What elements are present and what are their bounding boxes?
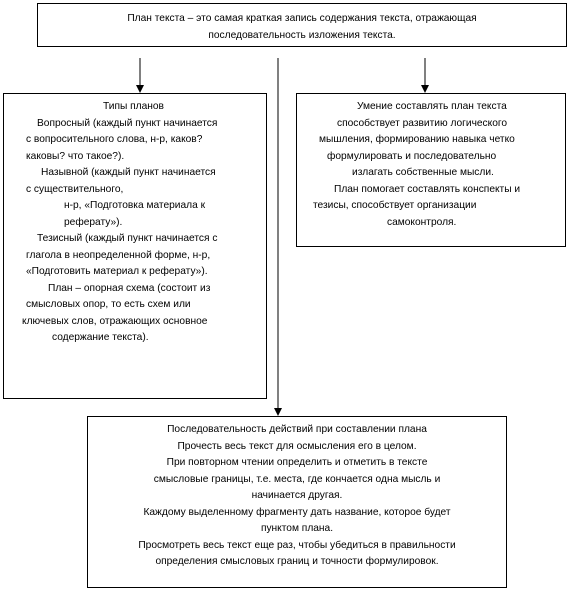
steps-line-3: смысловые границы, т.е. места, где кончается одна мысль и [153, 473, 441, 485]
plan-types-line-10: «Подготовить материал к реферату»). [26, 266, 208, 277]
plan-types-line-14: содержание текста). [52, 332, 149, 343]
plan-types-line-5: с существительного, [26, 183, 124, 195]
steps-line-5: Каждому выделенному фрагменту дать название, которое будет [143, 506, 451, 518]
benefits-line-1: Умение составлять план текста [357, 101, 507, 112]
plan-types-line-12: смысловых опор, то есть схем или [26, 299, 191, 310]
benefits-line-5: излагать собственные мысли. [352, 167, 494, 178]
benefits-line-4: формулировать и последовательно [327, 150, 497, 162]
plan-types-line-9: глагола в неопределенной форме, н-р, [26, 249, 211, 261]
steps-line-2: При повторном чтении определить и отметить в тексте [166, 457, 428, 468]
plan-types-box [3, 93, 267, 399]
plan-types-line-4: Назывной (каждый пункт начинается [41, 167, 216, 178]
plan-types-line-1: Вопросный (каждый пункт начинается [37, 117, 218, 129]
plan-types-line-3: каковы? что такое?). [26, 150, 125, 162]
steps-line-7: Просмотреть весь текст еще раз, чтобы убедиться в правильности [138, 539, 456, 551]
definition-line-2: последовательность изложения текста. [208, 29, 396, 41]
steps-line-1: Прочесть весь текст для осмысления его в целом. [177, 440, 417, 452]
plan-types-line-6: н-р, «Подготовка материала к [64, 200, 206, 211]
steps-line-8: определения смысловых границ и точности формулировок. [155, 556, 439, 567]
steps-line-4: начинается другая. [251, 490, 343, 501]
plan-types-line-2: с вопросительного слова, н-р, каков? [26, 134, 203, 145]
plan-definition-box [37, 3, 567, 47]
definition-line-1: План текста – это самая краткая запись содержания текста, отражающая [127, 13, 477, 24]
benefits-line-2: способствует развитию логического [337, 117, 508, 129]
plan-types-line-8: Тезисный (каждый пункт начинается с [37, 233, 218, 244]
plan-types-title: Типы планов [103, 101, 164, 112]
plan-types-line-13: ключевых слов, отражающих основное [22, 315, 208, 327]
plan-types-line-11: План – опорная схема (состоит из [48, 282, 211, 294]
plan-types-line-7: реферату»). [64, 216, 123, 228]
plan-steps-box [87, 416, 507, 588]
benefits-line-8: самоконтроля. [387, 216, 457, 228]
steps-line-6: пунктом плана. [260, 523, 334, 534]
steps-title: Последовательность действий при составлении плана [167, 424, 427, 435]
benefits-line-3: мышления, формированию навыка четко [319, 134, 515, 145]
plan-benefits-box [296, 93, 566, 247]
benefits-line-6: План помогает составлять конспекты и [334, 183, 521, 195]
benefits-line-7: тезисы, способствует организации [313, 200, 477, 211]
